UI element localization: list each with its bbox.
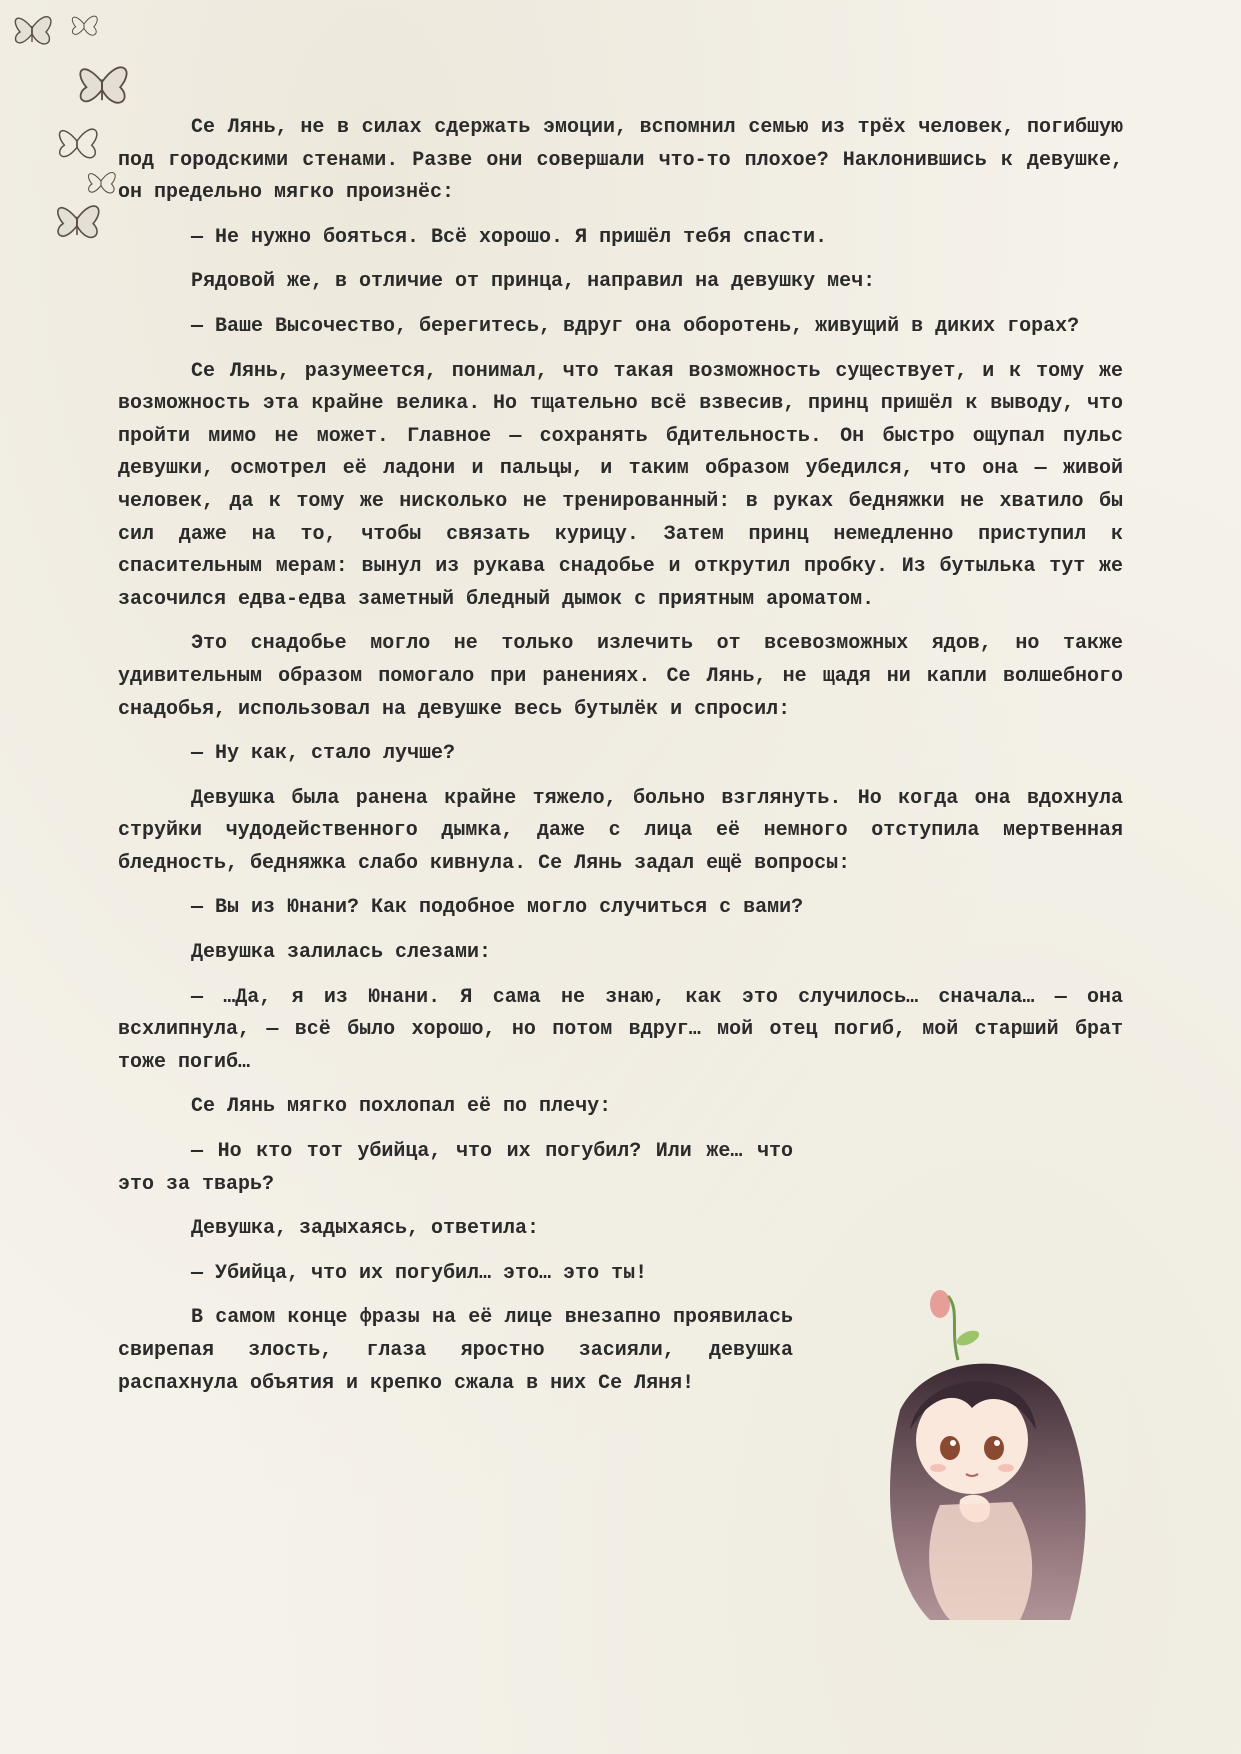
paragraph: — Но кто тот убийца, что их погубил? Или же… что это за тварь?: [118, 1140, 793, 1196]
paragraph: — Не нужно бояться. Всё хорошо. Я пришёл тебя спасти.: [191, 225, 828, 249]
butterfly-icon: [72, 16, 97, 35]
paragraph: — Убийца, что их погубил… это… это ты!: [191, 1261, 648, 1285]
butterfly-icon: [58, 206, 99, 237]
paragraph: — Ваше Высочество, берегитесь, вдруг она оборотень, живущий в диких горах?: [191, 314, 1080, 338]
paragraph: — …Да, я из Юнани. Я сама не знаю, как это случилось… сначала… — она всхлипнула, — всё было хорошо, но потом вдруг… мой отец погиб, мой старший брат тоже погиб…: [118, 985, 1123, 1074]
paragraph: В самом конце фразы на её лице внезапно проявилась свирепая злость, глаза яростно засияли, девушка распахнула объятия и крепко сжала в них Се Ляня!: [118, 1306, 793, 1395]
chibi-girl-illustration: [840, 1290, 1130, 1630]
paragraph: Девушка была ранена крайне тяжело, больно взглянуть. Но когда она вдохнула струйки чудодейственного дымка, даже с лица её немного отступила мертвенная бледность, бедняжка слабо кивнула. Се Лянь задал ещё вопросы:: [118, 786, 1123, 875]
story-text: [118, 112, 1123, 1412]
paragraph: — Вы из Юнани? Как подобное могло случиться с вами?: [191, 896, 804, 920]
butterfly-icon: [80, 67, 126, 102]
paragraph: Девушка, задыхаясь, ответила:: [191, 1217, 540, 1241]
paragraph: Се Лянь, не в силах сдержать эмоции, вспомнил семью из трёх человек, погибшую под городскими стенами. Разве они совершали что-то плохое? Наклонившись к девушке, он предельно мягко произнёс:: [118, 116, 1123, 205]
paragraph: Девушка залилась слезами:: [191, 941, 492, 965]
butterfly-icon: [59, 129, 96, 158]
paragraph: Это снадобье могло не только излечить от всевозможных ядов, но также удивительным образом помогало при ранениях. Се Лянь, не щадя ни капли волшебного снадобья, использовал на девушке весь бутылёк и спросил:: [118, 632, 1123, 721]
paragraph: — Ну как, стало лучше?: [191, 742, 456, 766]
paragraph: Се Лянь мягко похлопал её по плечу:: [191, 1095, 612, 1119]
butterfly-icon: [15, 17, 51, 44]
butterfly-icon: [88, 173, 115, 193]
paragraph: Се Лянь, разумеется, понимал, что такая возможность существует, и к тому же возможность эта крайне велика. Но тщательно всё взвесив, принц пришёл к выводу, что пройти мимо не может. Главное — сохранять бдительность. Он быстро ощупал пульс девушки, осмотрел её ладони и пальцы, и таким образом убедился, что она — живой человек, да к тому же нисколько не тренированный: в руках бедняжки не хватило бы сил даже на то, чтобы связать курицу. Затем принц немедленно приступил к спасительным мерам: вынул из рукава снадобье и открутил пробку. Из бутылька тут же засочился едва-едва заметный бледный дымок с приятным ароматом.: [118, 359, 1123, 611]
paragraph: Рядовой же, в отличие от принца, направил на девушку меч:: [191, 270, 876, 294]
